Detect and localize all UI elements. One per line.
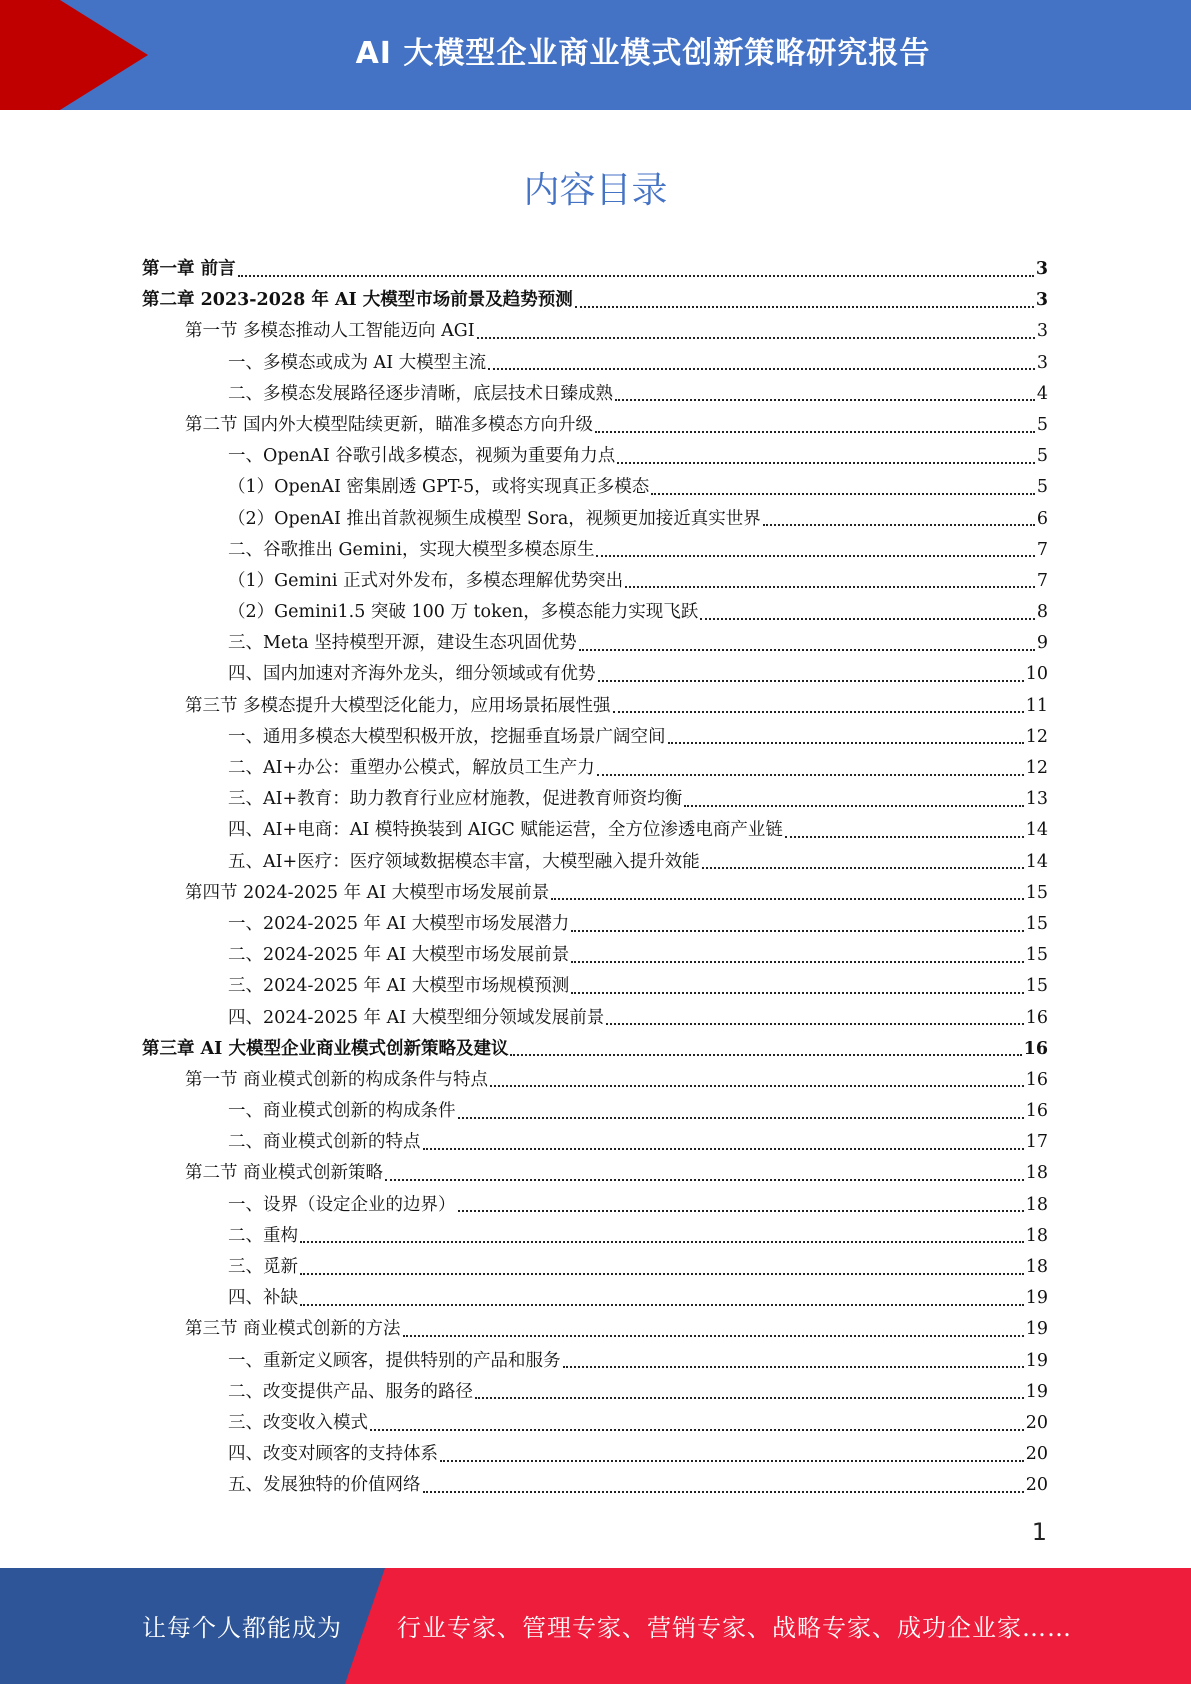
toc-entry-page: 15 <box>1025 913 1048 934</box>
toc-entry[interactable] <box>142 1408 1048 1439</box>
toc-entry-title: 一、通用多模态大模型积极开放，挖掘垂直场景广阔空间 <box>228 726 666 747</box>
toc-entry-title: （2）Gemini1.5 突破 100 万 token，多模态能力实现飞跃 <box>228 602 699 623</box>
toc-entry[interactable] <box>142 628 1048 659</box>
toc-entry[interactable] <box>142 535 1048 566</box>
page-number: 1 <box>1031 1518 1047 1546</box>
toc-entry-page: 12 <box>1025 758 1048 778</box>
toc-dot-leader <box>571 992 1023 994</box>
toc-entry[interactable] <box>142 441 1048 472</box>
toc-entry[interactable] <box>142 1034 1048 1065</box>
toc-entry[interactable] <box>142 504 1048 535</box>
toc-entry[interactable] <box>142 1158 1048 1189</box>
toc-entry-title: 二、商业模式创新的特点 <box>228 1132 421 1153</box>
toc-entry-title: 一、多模态或成为 AI 大模型主流 <box>228 352 487 373</box>
toc-dot-leader <box>595 431 1035 433</box>
toc-entry-title: 三、Meta 坚持模型开源，建设生态巩固优势 <box>228 633 577 654</box>
toc-entry-page: 14 <box>1025 820 1048 841</box>
toc-dot-leader <box>488 368 1035 370</box>
toc-entry-page: 16 <box>1023 1038 1048 1059</box>
toc-entry-title: 二、AI+办公：重塑办公模式，解放员工生产力 <box>228 758 595 778</box>
toc-entry-title: 二、改变提供产品、服务的路径 <box>228 1381 473 1402</box>
toc-entry-page: 18 <box>1025 1225 1048 1246</box>
toc-entry-title: 三、2024-2025 年 AI 大模型市场规模预测 <box>228 976 570 997</box>
toc-entry[interactable] <box>142 1377 1048 1408</box>
toc-dot-leader <box>606 1023 1023 1025</box>
toc-entry-title: 三、觅新 <box>228 1257 298 1277</box>
toc-entry-title: 四、国内加速对齐海外龙头，细分领域或有优势 <box>228 664 596 685</box>
toc-entry[interactable] <box>142 971 1048 1002</box>
toc-entry-title: 三、AI+教育：助力教育行业应材施教，促进教育师资均衡 <box>228 789 683 810</box>
toc-entry-page: 16 <box>1025 1101 1048 1122</box>
toc-entry-page: 19 <box>1025 1350 1048 1371</box>
toc-entry[interactable] <box>142 909 1048 940</box>
toc-entry[interactable] <box>142 1252 1048 1283</box>
toc-entry-title: 三、改变收入模式 <box>228 1412 368 1433</box>
toc-entry[interactable] <box>142 847 1048 878</box>
toc-entry[interactable] <box>142 1346 1048 1377</box>
toc-dot-leader <box>684 805 1024 807</box>
toc-entry-title: 第一节 商业模式创新的构成条件与特点 <box>185 1069 489 1090</box>
toc-entry-page: 6 <box>1036 508 1048 529</box>
toc-entry-page: 7 <box>1036 539 1048 560</box>
toc-entry-page: 15 <box>1025 976 1048 997</box>
toc-entry-page: 3 <box>1035 259 1048 279</box>
toc-entry-title: （1）Gemini 正式对外发布，多模态理解优势突出 <box>228 570 624 591</box>
toc-entry-page: 5 <box>1036 477 1048 498</box>
toc-entry-page: 7 <box>1036 570 1048 591</box>
toc-entry[interactable] <box>142 1065 1048 1096</box>
toc-dot-leader <box>579 649 1035 651</box>
toc-dot-leader <box>385 1179 1024 1181</box>
toc-dot-leader <box>300 1241 1024 1243</box>
toc-entry[interactable] <box>142 815 1048 846</box>
toc-entry-title: 第三节 多模态提升大模型泛化能力，应用场景拓展性强 <box>185 695 611 716</box>
toc-dot-leader <box>613 711 1024 713</box>
toc-entry[interactable] <box>142 1221 1048 1252</box>
toc-entry-page: 16 <box>1025 1069 1048 1090</box>
toc-entry-page: 9 <box>1036 633 1048 654</box>
toc-entry-title: 二、谷歌推出 Gemini，实现大模型多模态原生 <box>228 539 595 560</box>
toc-dot-leader <box>510 1054 1021 1056</box>
toc-entry-page: 19 <box>1025 1319 1048 1340</box>
toc-entry[interactable] <box>142 691 1048 722</box>
toc-entry-page: 14 <box>1025 851 1048 872</box>
toc-entry-page: 15 <box>1025 882 1048 903</box>
toc-entry-page: 20 <box>1025 1412 1048 1433</box>
toc-entry[interactable] <box>142 379 1048 410</box>
toc-entry[interactable] <box>142 285 1048 316</box>
footer-slogan-left: 让每个人都能成为 <box>142 1614 342 1642</box>
toc-entry[interactable] <box>142 1190 1048 1221</box>
toc-dot-leader <box>575 306 1034 308</box>
toc-dot-leader <box>596 555 1034 557</box>
toc-entry-title: 二、多模态发展路径逐步清晰，底层技术日臻成熟 <box>228 383 613 404</box>
toc-entry-title: 第一章 前言 <box>142 259 236 279</box>
toc-dot-leader <box>440 1460 1024 1462</box>
toc-entry-page: 19 <box>1025 1288 1048 1309</box>
toc-dot-leader <box>625 586 1035 588</box>
toc-entry[interactable] <box>142 1439 1048 1470</box>
toc-entry[interactable] <box>142 348 1048 379</box>
table-of-contents <box>142 254 1048 1502</box>
toc-entry-title: 一、重新定义顾客，提供特别的产品和服务 <box>228 1350 561 1371</box>
toc-entry-title: 第二节 商业模式创新策略 <box>185 1163 384 1184</box>
toc-dot-leader <box>458 1117 1024 1119</box>
toc-dot-leader <box>615 399 1035 401</box>
toc-dot-leader <box>551 898 1023 900</box>
toc-dot-leader <box>370 1429 1024 1431</box>
toc-dot-leader <box>238 275 1034 277</box>
toc-entry-title: 一、商业模式创新的构成条件 <box>228 1101 456 1122</box>
toc-entry[interactable] <box>142 722 1048 753</box>
toc-entry[interactable] <box>142 940 1048 971</box>
toc-entry-page: 19 <box>1025 1381 1048 1402</box>
toc-dot-leader <box>423 1148 1024 1150</box>
toc-entry[interactable] <box>142 1314 1048 1345</box>
toc-entry-title: 四、改变对顾客的支持体系 <box>228 1444 438 1465</box>
toc-entry-page: 3 <box>1035 290 1048 311</box>
toc-entry-page: 4 <box>1036 383 1048 404</box>
toc-entry-title: 一、OpenAI 谷歌引战多模态，视频为重要角力点 <box>228 446 616 467</box>
toc-entry-page: 18 <box>1025 1257 1048 1277</box>
toc-entry-title: 第三章 AI 大模型企业商业模式创新策略及建议 <box>142 1038 509 1059</box>
toc-dot-leader <box>571 930 1023 932</box>
toc-entry[interactable] <box>142 566 1048 597</box>
toc-entry-page: 3 <box>1036 352 1048 373</box>
toc-entry[interactable] <box>142 878 1048 909</box>
toc-dot-leader <box>700 618 1035 620</box>
toc-entry[interactable] <box>142 1127 1048 1158</box>
toc-entry[interactable] <box>142 1003 1048 1034</box>
toc-entry[interactable] <box>142 753 1048 784</box>
toc-entry-title: （1）OpenAI 密集剧透 GPT-5，或将实现真正多模态 <box>228 477 650 498</box>
toc-entry-page: 20 <box>1025 1475 1048 1496</box>
toc-entry[interactable] <box>142 1096 1048 1127</box>
toc-dot-leader <box>490 1085 1024 1087</box>
toc-entry[interactable] <box>142 784 1048 815</box>
toc-dot-leader <box>403 1335 1024 1337</box>
toc-entry-title: 第二章 2023-2028 年 AI 大模型市场前景及趋势预测 <box>142 290 573 311</box>
toc-dot-leader <box>300 1304 1024 1306</box>
toc-dot-leader <box>571 961 1023 963</box>
toc-entry-title: 五、AI+医疗：医疗领域数据模态丰富，大模型融入提升效能 <box>228 851 700 872</box>
toc-entry-page: 18 <box>1025 1163 1048 1184</box>
toc-dot-leader <box>617 462 1035 464</box>
toc-entry[interactable] <box>142 1470 1048 1501</box>
toc-entry-title: 二、重构 <box>228 1225 298 1246</box>
toc-dot-leader <box>300 1273 1024 1275</box>
toc-entry-page: 11 <box>1025 695 1048 716</box>
toc-entry-title: 四、2024-2025 年 AI 大模型细分领域发展前景 <box>228 1007 605 1028</box>
toc-entry-title: 四、AI+电商：AI 模特换装到 AIGC 赋能运营，全方位渗透电商产业链 <box>228 820 783 841</box>
toc-heading: 内容目录 <box>523 170 668 211</box>
toc-entry-page: 18 <box>1025 1194 1048 1215</box>
toc-dot-leader <box>668 742 1024 744</box>
toc-entry[interactable] <box>142 659 1048 690</box>
toc-entry-page: 5 <box>1036 414 1048 435</box>
toc-entry-page: 16 <box>1025 1007 1048 1028</box>
toc-entry-title: （2）OpenAI 推出首款视频生成模型 Sora，视频更加接近真实世界 <box>228 508 761 529</box>
toc-entry-page: 12 <box>1025 726 1048 747</box>
toc-entry-title: 一、设界（设定企业的边界） <box>228 1194 456 1215</box>
toc-entry-page: 5 <box>1036 446 1048 467</box>
toc-dot-leader <box>651 493 1035 495</box>
toc-entry-title: 五、发展独特的价值网络 <box>228 1475 421 1496</box>
toc-dot-leader <box>563 1366 1024 1368</box>
toc-dot-leader <box>597 774 1024 776</box>
toc-dot-leader <box>477 337 1035 339</box>
page-header <box>0 0 1191 110</box>
toc-dot-leader <box>702 867 1024 869</box>
footer-slogan-right: 行业专家、管理专家、营销专家、战略专家、成功企业家…… <box>397 1614 1072 1642</box>
toc-entry-page: 13 <box>1025 789 1048 810</box>
toc-entry-title: 第二节 国内外大模型陆续更新，瞄准多模态方向升级 <box>185 414 594 435</box>
toc-entry-page: 15 <box>1025 945 1048 966</box>
report-title: AI 大模型企业商业模式创新策略研究报告 <box>355 36 931 71</box>
toc-entry[interactable] <box>142 316 1048 347</box>
toc-dot-leader <box>458 1210 1024 1212</box>
toc-entry[interactable] <box>142 1283 1048 1314</box>
toc-entry-title: 二、2024-2025 年 AI 大模型市场发展前景 <box>228 945 570 966</box>
toc-entry-page: 20 <box>1025 1444 1048 1465</box>
toc-entry-page: 3 <box>1036 321 1048 342</box>
toc-dot-leader <box>763 524 1035 526</box>
toc-dot-leader <box>423 1491 1024 1493</box>
toc-entry-page: 8 <box>1036 602 1048 623</box>
toc-entry[interactable] <box>142 472 1048 503</box>
toc-entry[interactable] <box>142 410 1048 441</box>
toc-entry-title: 第三节 商业模式创新的方法 <box>185 1319 401 1340</box>
toc-entry-title: 第一节 多模态推动人工智能迈向 AGI <box>185 321 475 342</box>
toc-entry-title: 一、2024-2025 年 AI 大模型市场发展潜力 <box>228 913 570 934</box>
page-footer <box>0 1568 1191 1684</box>
toc-entry[interactable] <box>142 597 1048 628</box>
toc-entry-title: 第四节 2024-2025 年 AI 大模型市场发展前景 <box>185 882 550 903</box>
toc-dot-leader <box>475 1397 1024 1399</box>
toc-entry-page: 17 <box>1025 1132 1048 1153</box>
toc-entry[interactable] <box>142 254 1048 285</box>
toc-dot-leader <box>598 680 1024 682</box>
toc-dot-leader <box>785 836 1024 838</box>
toc-entry-title: 四、补缺 <box>228 1288 298 1309</box>
toc-entry-page: 10 <box>1025 664 1048 685</box>
